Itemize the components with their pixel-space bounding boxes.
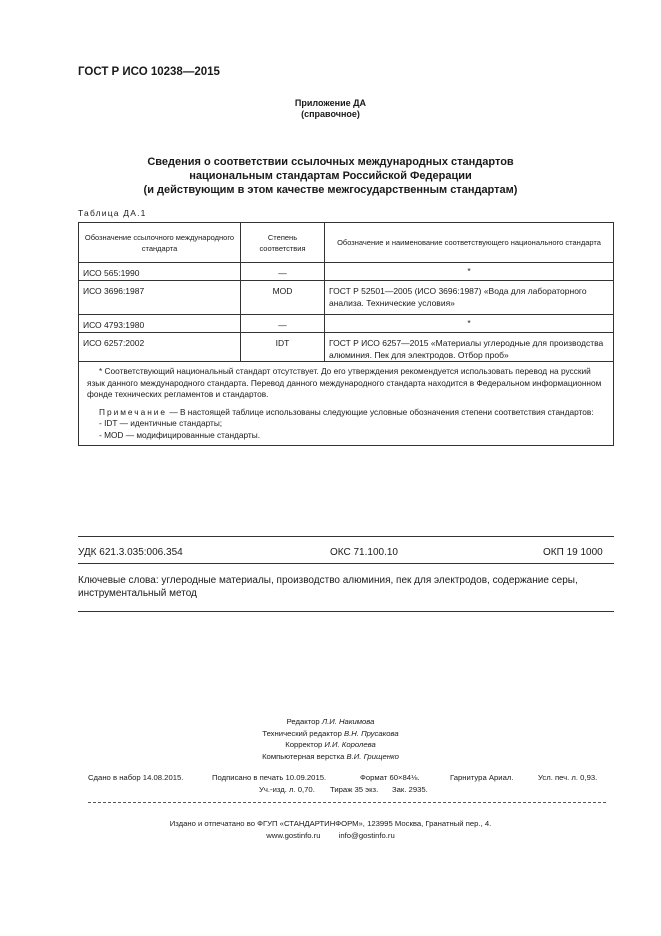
divider-middle — [78, 563, 614, 564]
imprint-pub-sheets: Уч.-изд. л. 0,70. — [259, 785, 315, 794]
editor-line — [0, 751, 661, 763]
divider-bottom — [78, 611, 614, 612]
main-title — [0, 155, 661, 197]
correspondence-table — [78, 222, 614, 446]
editor-name: Л.И. Накимова — [321, 717, 375, 726]
publisher-site-link[interactable]: www.gostinfo.ru — [266, 830, 321, 840]
table-header-row — [79, 223, 614, 263]
imprint-print-sheets: Усл. печ. л. 0,93. — [538, 773, 598, 782]
oks-code: ОКС 71.100.10 — [330, 547, 398, 558]
cell-degree: IDT — [241, 333, 325, 362]
cell-ref: ИСО 565:1990 — [79, 263, 241, 281]
main-title-line2: национальным стандартам Российской Федерации — [189, 170, 472, 182]
imprint-format: Формат 60×84⅛. — [360, 773, 420, 782]
table-row — [79, 263, 614, 281]
cell-ref: ИСО 6257:2002 — [79, 333, 241, 362]
note-item: - MOD — модифицированные стандарты. — [99, 429, 261, 440]
editor-role: Редактор — [286, 717, 320, 726]
dashed-divider — [88, 802, 606, 803]
cell-national: * — [325, 315, 614, 333]
imprint-sent: Сдано в набор 14.08.2015. — [88, 773, 184, 782]
cell-degree: — — [241, 263, 325, 281]
editor-role: Корректор — [285, 740, 323, 749]
imprint-order: Зак. 2935. — [392, 785, 428, 794]
note-text: — В настоящей таблице использованы следующие условные обозначения степени соответствия стандартов: — [169, 406, 594, 417]
okp-code: ОКП 19 1000 — [543, 547, 603, 558]
appendix-subtitle: (справочное) — [301, 109, 360, 119]
header-ref-standard: Обозначение ссылочного международного стандарта — [79, 223, 241, 263]
imprint-run: Тираж 35 экз. — [330, 785, 379, 794]
editor-line — [0, 739, 661, 751]
publisher-email-link[interactable]: info@gostinfo.ru — [338, 830, 395, 840]
note-item: - IDT — идентичные стандарты; — [99, 418, 223, 428]
divider-top — [78, 536, 614, 537]
cell-degree: — — [241, 315, 325, 333]
table-row — [79, 281, 614, 315]
note-label: Примечание — [99, 406, 168, 417]
cell-ref: ИСО 4793:1980 — [79, 315, 241, 333]
editor-role: Компьютерная верстка — [262, 751, 345, 761]
cell-degree: MOD — [241, 281, 325, 315]
main-title-line1: Сведения о соответствии ссылочных международных стандартов — [147, 156, 514, 168]
cell-ref: ИСО 3696:1987 — [79, 281, 241, 315]
table-row — [79, 315, 614, 333]
cell-national: ГОСТ Р 52501—2005 (ИСО 3696:1987) «Вода для лабораторного анализа. Технические условия» — [325, 281, 614, 315]
keywords: Ключевые слова: углеродные материалы, производство алюминия, пек для электродов, содержание серы, инструментальный метод — [78, 575, 578, 599]
publisher-address: Издано и отпечатано во ФГУП «СТАНДАРТИНФОРМ», 123995 Москва, Гранатный пер., 4. — [169, 819, 492, 828]
editor-name: В.Н. Прусакова — [344, 728, 399, 738]
cell-national: ГОСТ Р ИСО 6257—2015 «Материалы углеродные для производства алюминия. Пек для электродов. Отбор проб» — [325, 333, 614, 362]
standard-code: ГОСТ Р ИСО 10238—2015 — [78, 66, 220, 78]
table-footer-row — [79, 362, 614, 446]
main-title-line3: (и действующим в этом качестве межгосударственным стандартам) — [143, 184, 518, 196]
table-footnote: * Соответствующий национальный стандарт отсутствует. До его утверждения рекомендуется использовать перевод на русский язык данного международного стандарта. Перевод данного международного стандарта находится в Федеральном информационном фонде технических регламентов и стандартов. — [87, 366, 602, 399]
editor-role: Технический редактор — [262, 728, 342, 738]
editor-line — [0, 716, 661, 728]
imprint-signed: Подписано в печать 10.09.2015. — [212, 773, 327, 782]
editor-name: И.И. Королева — [324, 740, 376, 749]
table-caption: Таблица ДА.1 — [78, 208, 147, 218]
cell-national: * — [325, 263, 614, 281]
header-national-standard: Обозначение и наименование соответствующего национального стандарта — [325, 223, 614, 263]
imprint-font: Гарнитура Ариал. — [450, 773, 514, 782]
table-row — [79, 333, 614, 362]
editor-name: В.И. Грищенко — [346, 751, 399, 761]
udk-code: УДК 621.3.035:006.354 — [78, 547, 183, 558]
publisher-contacts — [0, 830, 661, 842]
appendix-title: Приложение ДА — [294, 98, 367, 108]
publisher-block — [0, 818, 661, 841]
table-footnote-cell — [79, 362, 614, 446]
editor-line — [0, 728, 661, 740]
editors-block — [0, 716, 661, 762]
header-degree: Степень соответствия — [241, 223, 325, 263]
table-note — [87, 407, 607, 419]
